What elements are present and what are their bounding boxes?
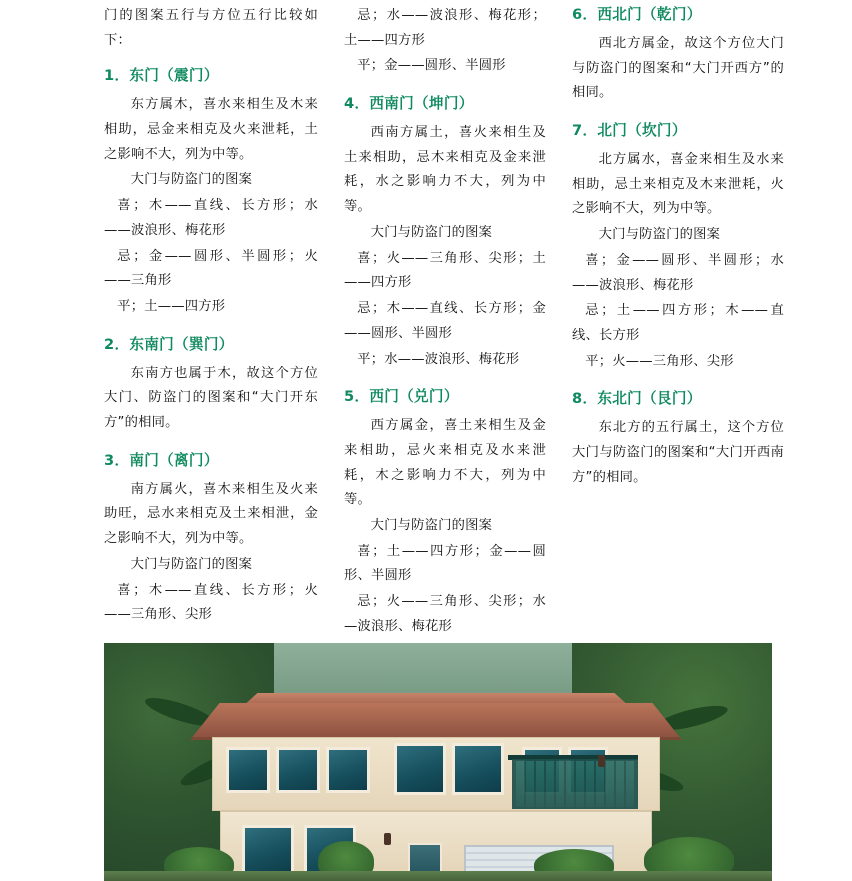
section-heading-north: 7．北门（坎门）: [572, 122, 687, 140]
section-heading-south: 3．南门（离门）: [104, 451, 219, 469]
paragraph: 平；土——四方形: [117, 299, 226, 315]
window: [452, 743, 504, 795]
three-column-text: [104, 4, 784, 666]
paragraph: 大门与防盗门的图案: [370, 518, 493, 533]
paragraph: 喜；木——直线、长方形；火——三角形、尖形: [104, 582, 318, 623]
villa-photograph: [104, 643, 772, 881]
paragraph: 忌；木——直线、长方形；金——圆形、半圆形: [344, 301, 546, 341]
window: [394, 743, 446, 795]
paragraph: 西北方属金，故这个方位大门与防盗门的图案和“大门开西方”的相同。: [572, 35, 784, 101]
paragraph: 东方属木，喜水来相生及木来相助，忌金来相克及火来泄耗，土之影响不大，列为中等。: [104, 97, 318, 162]
wall-lamp-icon: [598, 755, 605, 767]
wall-lamp-icon: [384, 833, 391, 845]
paragraph: 忌；土——四方形；木——直线、长方形: [572, 303, 784, 343]
paragraph: 喜；火——三角形、尖形；土——四方形: [344, 250, 546, 291]
roof: [190, 703, 682, 740]
paragraph: 忌；水——波浪形、梅花形；土——四方形: [344, 8, 546, 48]
figure-photo: [104, 643, 772, 881]
paragraph: 大门与防盗门的图案: [130, 556, 253, 572]
paragraph: 忌；火——三角形、尖形；水—波浪形、梅花形: [344, 594, 546, 634]
paragraph: 西南方属土，喜火来相生及土来相助，忌木来相克及金来泄耗，水之影响力不大，列为中等。: [344, 125, 546, 215]
window: [226, 747, 270, 793]
paragraph: 平；火——三角形、尖形: [585, 353, 734, 369]
paragraph: 大门与防盗门的图案: [598, 227, 721, 243]
paragraph: 平；金——圆形、半圆形: [357, 58, 506, 74]
paragraph: 东北方的五行属土，这个方位大门与防盗门的图案和“大门开西南方”的相同。: [572, 420, 784, 485]
paragraph: 大门与防盗门的图案: [370, 224, 493, 240]
foreground-lawn: [104, 871, 772, 881]
paragraph: 大门与防盗门的图案: [130, 172, 253, 188]
section-heading-northwest: 6．西北门（乾门）: [572, 6, 702, 23]
window: [326, 747, 370, 793]
intro-paragraph: 门的图案五行与方位五行比较如下：: [104, 8, 318, 48]
paragraph: 喜；土——四方形；金——圆形、半圆形: [344, 543, 546, 584]
section-heading-southwest: 4．西南门（坤门）: [344, 95, 474, 113]
paragraph: 平；水——波浪形、梅花形: [357, 351, 520, 367]
section-heading-northeast: 8．东北门（艮门）: [572, 390, 702, 408]
window: [242, 825, 294, 875]
paragraph: 忌；金——圆形、半圆形；火——三角形: [104, 248, 318, 289]
section-heading-southeast: 2．东南门（巽门）: [104, 335, 234, 353]
paragraph: 喜；木——直线、长方形；水——波浪形、梅花形: [104, 198, 318, 238]
paragraph: 喜；金——圆形、半圆形；水——波浪形、梅花形: [572, 252, 784, 293]
column-3: [572, 4, 784, 491]
window: [276, 747, 320, 793]
column-2: [344, 4, 546, 666]
balcony-railing: [512, 759, 638, 809]
paragraph: 东南方也属于木，故这个方位大门、防盗门的图案和“大门开东方”的相同。: [104, 365, 318, 431]
section-heading-west: 5．西门（兑门）: [344, 388, 459, 406]
section-heading-east: 1．东门（震门）: [104, 67, 219, 85]
paragraph: 西方属金，喜土来相生及金来相助，忌火来相克及水来泄耗，木之影响力不大，列为中等。: [344, 418, 546, 508]
paragraph: 南方属火，喜木来相生及火来助旺，忌水来相克及土来相泄，金之影响不大，列为中等。: [104, 481, 318, 547]
paragraph: 北方属水，喜金来相生及水来相助，忌土来相克及木来泄耗，火之影响不大，列为中等。: [572, 151, 784, 217]
column-1: [104, 4, 318, 629]
